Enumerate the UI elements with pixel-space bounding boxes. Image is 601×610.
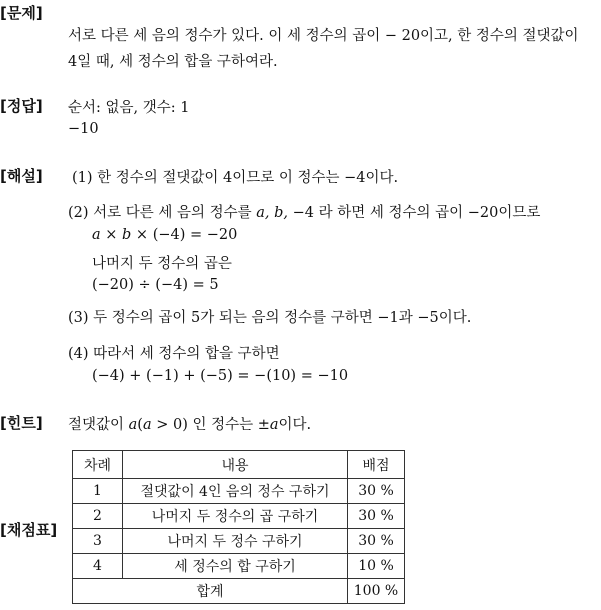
row-content: 나머지 두 정수 구하기 (123, 529, 348, 554)
eq1-op: × (100, 227, 123, 243)
grading-table (72, 450, 405, 604)
row-points: 30 % (348, 504, 405, 529)
grading-header-row (73, 451, 405, 479)
solution-label: [해설] (0, 167, 43, 185)
row-order: 1 (73, 479, 123, 504)
answer-value: −10 (68, 121, 99, 137)
hint-text-c: > 0) 인 정수는 ± (151, 417, 270, 433)
eq1-var-a: a (92, 227, 101, 243)
hint-paren: ( (137, 417, 143, 433)
problem-text-line1: 서로 다른 세 음의 정수가 있다. 이 세 정수의 곱이 − 20이고, 한 정수의 절댓값이 (68, 28, 579, 44)
solution-step-1: (1) 한 정수의 절댓값이 4이므로 이 정수는 −4이다. (72, 170, 399, 186)
eq1-var-b: b (122, 227, 132, 243)
hint-var-a2: a (142, 417, 152, 433)
table-row (73, 554, 405, 579)
grading-label: [채점표] (0, 521, 58, 539)
hint-var-a3: a (269, 417, 279, 433)
total-label: 합계 (73, 579, 348, 604)
step2-text-b: −4 라 하면 세 정수의 곱이 −20이므로 (288, 205, 541, 221)
row-points: 30 % (348, 479, 405, 504)
header-points: 배점 (348, 451, 405, 479)
solution-step-2-remaining: 나머지 두 정수의 곱은 (92, 256, 232, 272)
row-points: 30 % (348, 529, 405, 554)
answer-order-count: 순서: 없음, 갯수: 1 (68, 100, 190, 116)
row-content: 세 정수의 합 구하기 (123, 554, 348, 579)
header-order: 차례 (73, 451, 123, 479)
solution-step-2 (68, 201, 540, 222)
hint-text-d: 이다. (278, 417, 312, 433)
equation-sum: (−4) + (−1) + (−5) = −(10) = −10 (92, 368, 349, 384)
header-content: 내용 (123, 451, 348, 479)
eq1-rest: × (−4) = −20 (131, 227, 238, 243)
table-row (73, 504, 405, 529)
problem-label: [문제] (0, 4, 43, 22)
table-row (73, 529, 405, 554)
row-content: 나머지 두 정수의 곱 구하기 (123, 504, 348, 529)
problem-text-line2: 4일 때, 세 정수의 합을 구하여라. (68, 54, 278, 70)
grading-total-row (73, 579, 405, 604)
equation-product (92, 227, 237, 243)
row-order: 3 (73, 529, 123, 554)
solution-step-3: (3) 두 정수의 곱이 5가 되는 음의 정수를 구하면 −1과 −5이다. (68, 310, 472, 326)
hint-label: [힌트] (0, 414, 43, 432)
row-order: 2 (73, 504, 123, 529)
equation-division: (−20) ÷ (−4) = 5 (92, 277, 219, 293)
answer-label: [정답] (0, 97, 43, 115)
step2-text-a: (2) 서로 다른 세 음의 정수를 (68, 205, 257, 221)
row-points: 10 % (348, 554, 405, 579)
table-row (73, 479, 405, 504)
row-order: 4 (73, 554, 123, 579)
hint-var-a1: a (128, 417, 138, 433)
solution-step-4: (4) 따라서 세 정수의 합을 구하면 (68, 346, 280, 362)
row-content: 절댓값이 4인 음의 정수 구하기 (123, 479, 348, 504)
step2-variables: a, b, (256, 205, 289, 221)
hint-text (68, 413, 311, 434)
total-points: 100 % (348, 579, 405, 604)
hint-text-a: 절댓값이 (68, 417, 129, 433)
